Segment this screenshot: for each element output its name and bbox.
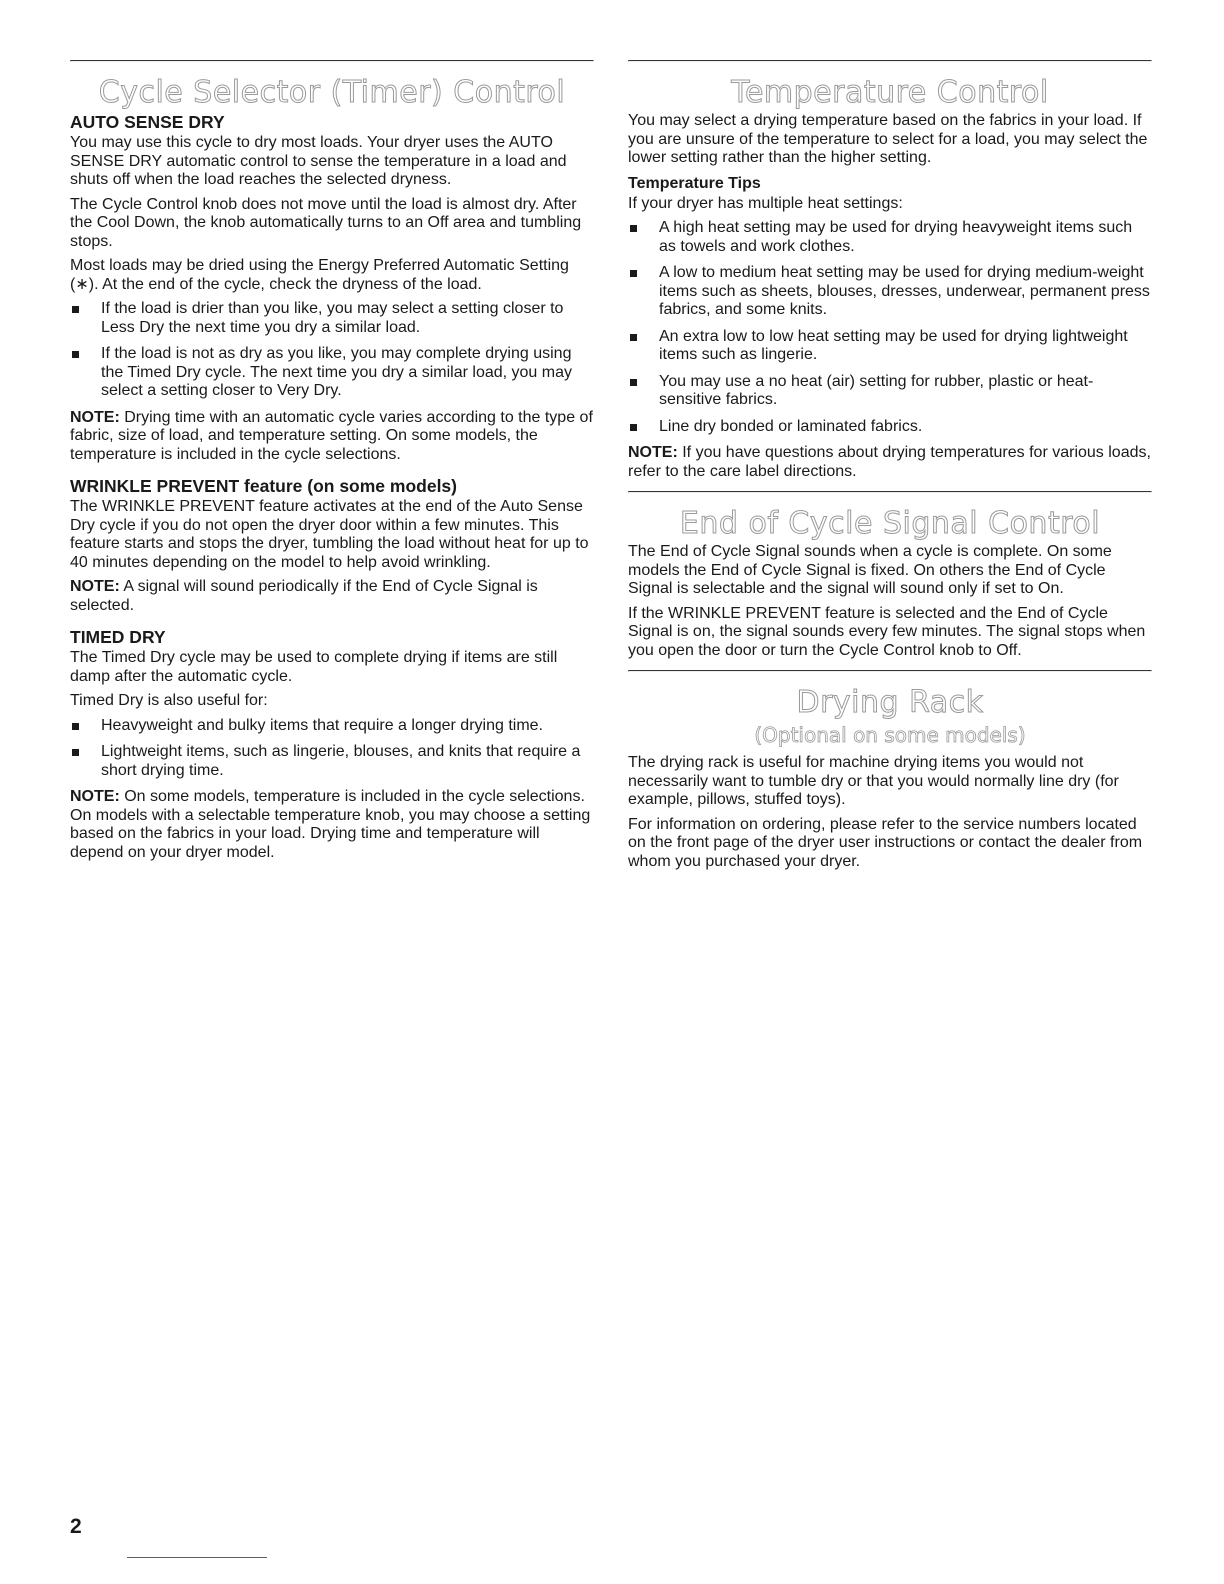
paragraph: The WRINKLE PREVENT feature activates at the end of the Auto Sense Dry cycle if you do not open the dryer door within a few minutes. This feature starts and stops the dryer, tumbling the load without heat for up to 40 minutes depending on the model to help avoid wrinkling. <box>70 498 589 571</box>
paragraph: For information on ordering, please refer to the service numbers located on the front page of the dryer user instructions or contact the dealer from whom you purchased your dryer. <box>628 815 1143 870</box>
list-item: An extra low to low heat setting may be used for drying lightweight items such as lingerie. <box>628 328 1152 365</box>
section-subtitle-drying-rack: (Optional on some models) <box>754 723 1026 747</box>
list-item: Lightweight items, such as lingerie, blouses, and knits that require a short drying time. <box>70 743 594 780</box>
note <box>70 578 594 615</box>
section-title-temperature-control: Temperature Control <box>731 75 1049 110</box>
section-divider <box>628 60 1152 62</box>
section-divider <box>628 670 1152 672</box>
note-label: NOTE: <box>628 444 678 461</box>
note-text: A signal will sound periodically if the End of Cycle Signal is selected. <box>70 578 538 614</box>
paragraph: Timed Dry is also useful for: <box>70 692 268 709</box>
note-text: If you have questions about drying temperatures for various loads, refer to the care label directions. <box>628 444 1151 480</box>
list-item: Line dry bonded or laminated fabrics. <box>628 418 1152 437</box>
list-item: Heavyweight and bulky items that require a longer drying time. <box>70 717 594 736</box>
list-item: A high heat setting may be used for drying heavyweight items such as towels and work clothes. <box>628 219 1152 256</box>
bullet-list <box>70 717 594 781</box>
heading-temperature-tips: Temperature Tips <box>628 174 761 192</box>
note <box>70 788 594 862</box>
page-number: 2 <box>70 1515 82 1538</box>
paragraph: You may use this cycle to dry most loads. Your dryer uses the AUTO SENSE DRY automatic control to sense the temperature in a load and shuts off when the load reaches the selected dryness. <box>70 134 567 188</box>
note <box>628 444 1152 481</box>
heading-auto-sense-dry: AUTO SENSE DRY <box>70 112 225 132</box>
heading-wrinkle-prevent: WRINKLE PREVENT feature (on some models) <box>70 476 457 496</box>
footer-underline <box>127 1557 267 1558</box>
left-column <box>70 60 594 868</box>
bullet-list <box>628 219 1152 436</box>
section-title-drying-rack: Drying Rack <box>796 685 984 720</box>
note-label: NOTE: <box>70 408 120 426</box>
list-item: You may use a no heat (air) setting for rubber, plastic or heat-sensitive fabrics. <box>628 373 1152 410</box>
paragraph: If the WRINKLE PREVENT feature is selected and the End of Cycle Signal is on, the signal sounds every few minutes. The signal stops when you open the door or turn the Cycle Control knob to Off. <box>628 604 1146 659</box>
bullet-list <box>70 300 594 401</box>
section-title-cycle-selector: Cycle Selector (Timer) Control <box>98 75 566 110</box>
section-divider <box>628 491 1152 493</box>
note <box>70 409 594 465</box>
right-column <box>628 60 1152 877</box>
section-title-end-of-cycle: End of Cycle Signal Control <box>679 506 1101 541</box>
paragraph: The drying rack is useful for machine drying items you would not necessarily want to tumble dry or that you would normally line dry (for example, pillows, stuffed toys). <box>628 754 1119 808</box>
section-divider <box>70 60 594 62</box>
paragraph: The Cycle Control knob does not move until the load is almost dry. After the Cool Down, the knob automatically turns to an Off area and tumbling stops. <box>70 195 582 250</box>
paragraph: The End of Cycle Signal sounds when a cycle is complete. On some models the End of Cycle Signal is fixed. On others the End of Cycle Signal is selectable and the signal will sound only if set to On. <box>628 543 1112 597</box>
list-item: A low to medium heat setting may be used for drying medium-weight items such as sheets, blouses, dresses, underwear, permanent press fabrics, and some knits. <box>628 264 1152 320</box>
paragraph: The Timed Dry cycle may be used to complete drying if items are still damp after the automatic cycle. <box>70 649 558 685</box>
note-text: Drying time with an automatic cycle varies according to the type of fabric, size of load, and temperature setting. On some models, the temperature is included in the cycle selections. <box>70 408 593 463</box>
heading-timed-dry: TIMED DRY <box>70 627 166 647</box>
paragraph: You may select a drying temperature based on the fabrics in your load. If you are unsure of the temperature to select for a load, you may select the lower setting rather than the higher setting. <box>628 112 1148 166</box>
list-item: If the load is not as dry as you like, you may complete drying using the Timed Dry cycle. The next time you dry a similar load, you may select a setting closer to Very Dry. <box>70 345 594 401</box>
note-text: On some models, temperature is included in the cycle selections. On models with a selectable temperature knob, you may choose a setting based on the fabrics in your load. Drying time and temperature will depend on your dryer model. <box>70 788 591 861</box>
paragraph: Most loads may be dried using the Energy Preferred Automatic Setting (∗). At the end of the cycle, check the dryness of the load. <box>70 257 569 293</box>
paragraph: If your dryer has multiple heat settings: <box>628 194 903 212</box>
list-item: If the load is drier than you like, you may select a setting closer to Less Dry the next time you dry a similar load. <box>70 300 594 337</box>
note-label: NOTE: <box>70 578 120 595</box>
note-label: NOTE: <box>70 788 120 805</box>
